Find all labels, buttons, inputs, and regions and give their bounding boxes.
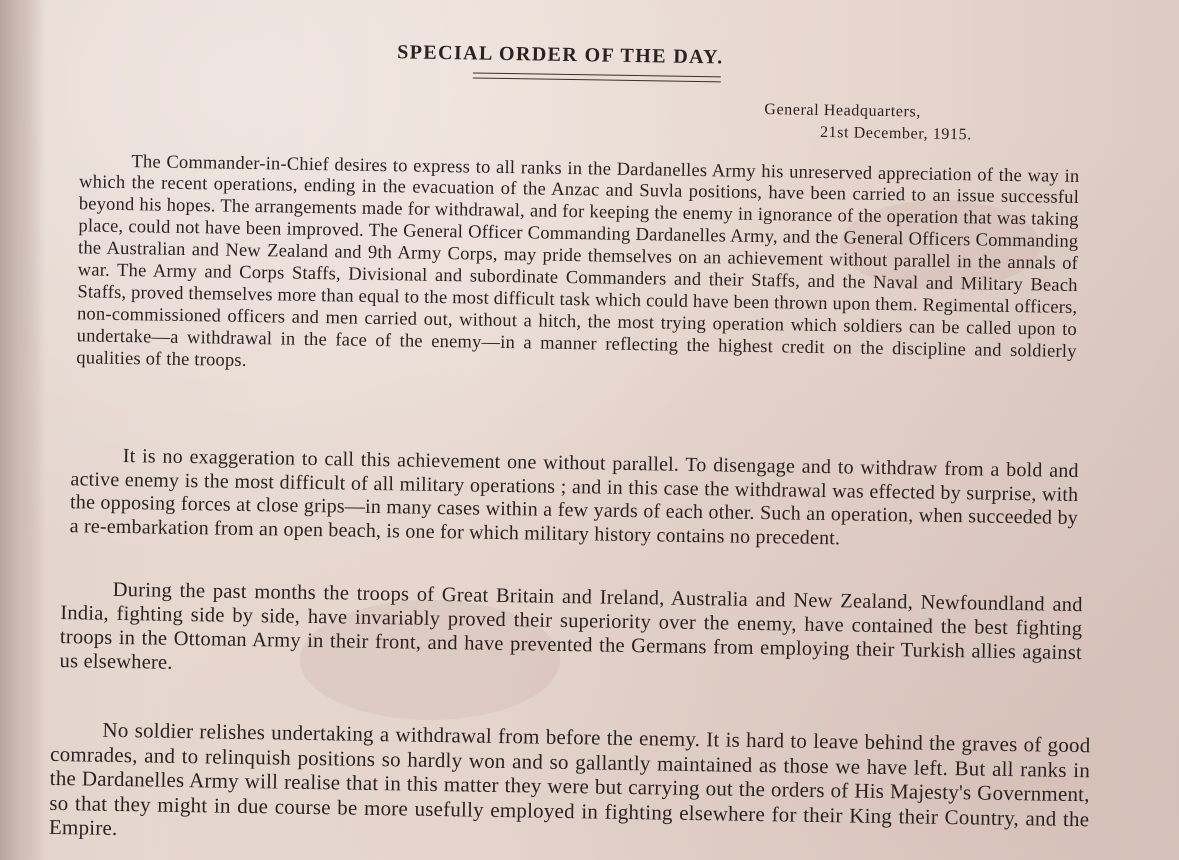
page-left-edge <box>0 0 44 860</box>
document-title: SPECIAL ORDER OF THE DAY. <box>397 41 724 69</box>
title-underline <box>473 72 721 82</box>
paragraph-1: The Commander-in-Chief desires to express to all ranks in the Dardanelles Army his unreserved appreciation of the way in which the recent operations, ending in the evacuation of the Anzac and Suvla positions, have been carried to an issue successful beyond his hopes. The arrangements made for withdrawal, and for keeping the enemy in ignorance of the operation that was taking place, could not have been improved. The General Officer Commanding Dardanelles Army, and the General Officers Commanding the Australian and New Zealand and 9th Army Corps, may pride themselves on an achievement without parallel in the annals of war. The Army and Corps Staffs, Divisional and subordinate Commanders and their Staffs, and the Naval and Military Beach Staffs, proved themselves more than equal to the most difficult task which could have been thrown upon them. Regimental officers, non-commissioned officers and men carried out, without a hitch, the most trying operation which soldiers can be called upon to undertake—a withdrawal in the face of the enemy—in a manner reflecting the highest credit on the discipline and soldierly qualities of the troops. <box>76 151 1080 371</box>
paragraph-3: During the past months the troops of Great Britain and Ireland, Australia and New Zealand, Newfoundland and India, fighting side by side, have invariably proved their superiority over the enemy, have contained the best fighting troops in the Ottoman Army in their front, and have prevented the Germans from employing their Turkish allies against us elsewhere. <box>59 578 1083 674</box>
paragraph-4: No soldier relishes undertaking a withdrawal from before the enemy. It is hard to leave behind the graves of good comrades, and to relinquish positions so hardly won and so gallantly maintained as those we have left. But all ranks in the Dardanelles Army will realise that in this matter they were but carrying out the orders of His Majesty's Government, so that they might in due course be more usefully employed in fighting elsewhere for their King their Country, and the Empire. <box>48 717 1091 841</box>
headquarters-block <box>764 99 972 146</box>
document-content <box>48 0 1120 841</box>
headquarters-line: General Headquarters, <box>764 101 922 121</box>
date-line: 21st December, 1915. <box>819 123 972 144</box>
paragraph-2: It is no exaggeration to call this achievement one without parallel. To disengage and to withdraw from a bold and active enemy is the most difficult of all military operations ; and in this case the withdrawal was effected by surprise, with the opposing forces at close grips—in many cases within a few yards of each other. Such an operation, when succeeded by a re-embarkation from an open beach, is one for which military history contains no precedent. <box>69 445 1079 550</box>
